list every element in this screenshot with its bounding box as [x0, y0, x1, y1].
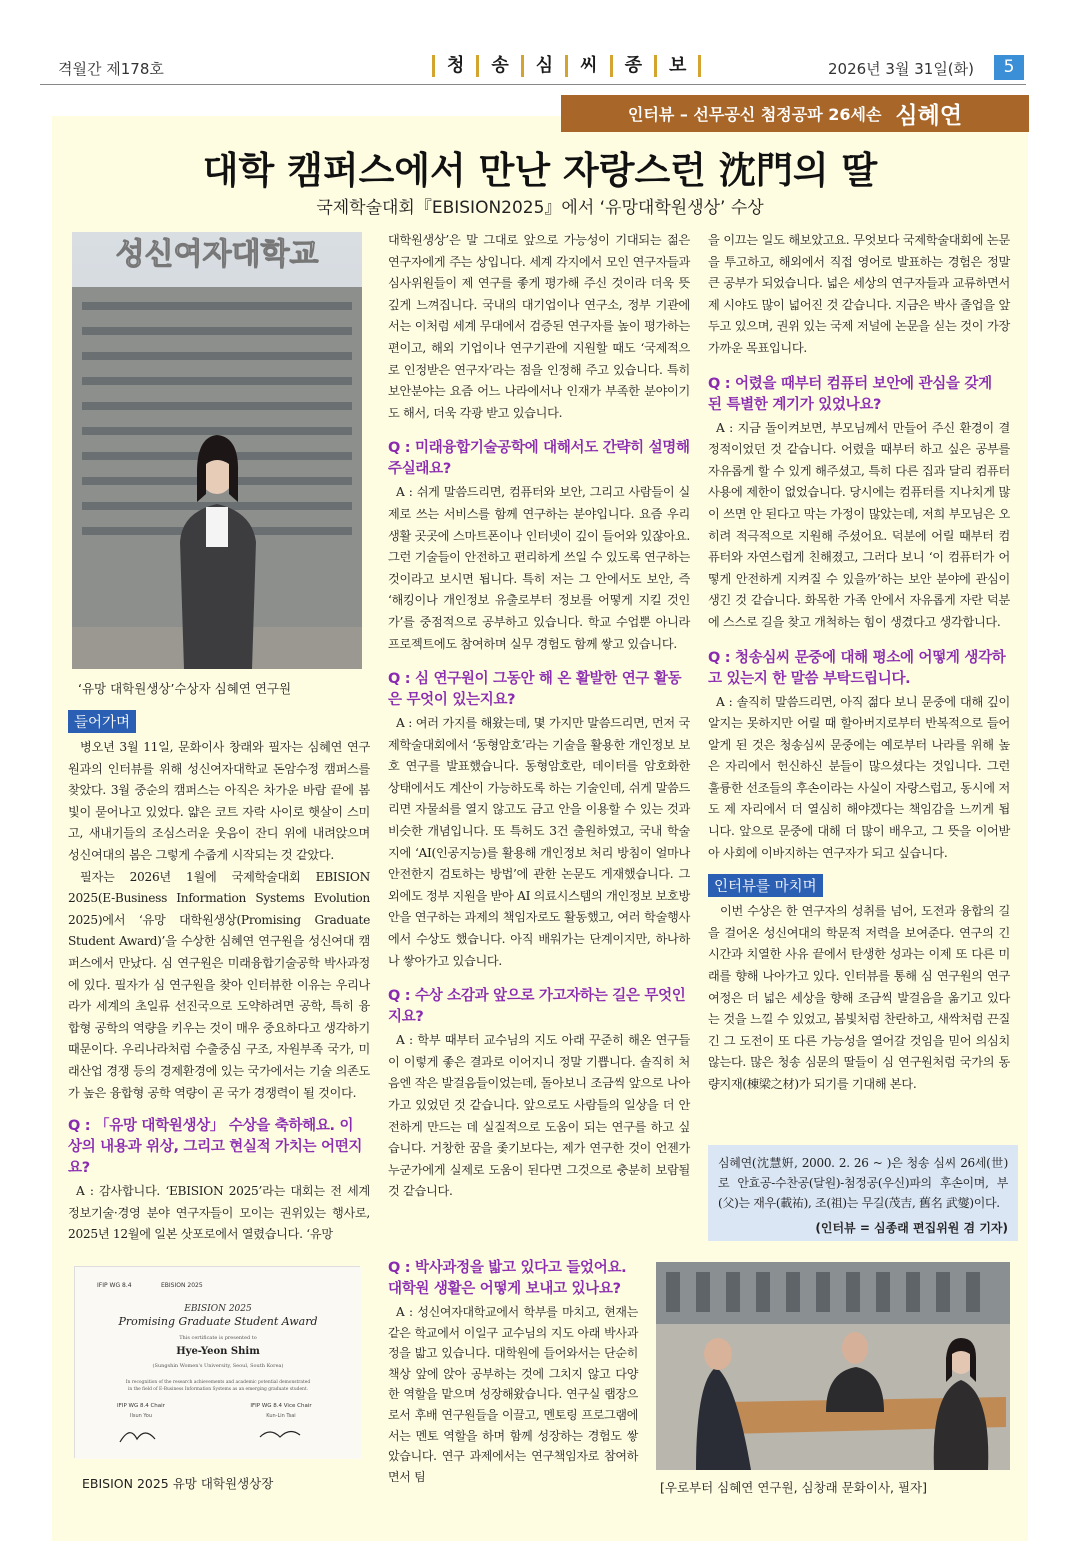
- issue-date: 2026년 3월 31일(화): [828, 60, 975, 78]
- group-caption: [우로부터 심혜연 연구원, 심창래 문화이사, 필자]: [660, 1480, 927, 1495]
- question-6: Q : 어렸을 때부터 컴퓨터 보안에 관심을 갖게 된 특별한 계기가 있었나요?: [708, 375, 992, 413]
- issue-number: 격월간 제178호: [58, 60, 164, 78]
- outro-paragraph: 이번 수상은 한 연구자의 성취를 넘어, 도전과 융합의 길을 걸어온 성신여대의 학문적 저력을 보여준다. 연구의 긴 시간과 치열한 사유 끝에서 탄생한 성과는 이제 또 다른 미래를 향해 나아가고 있다. 인터뷰를 통해 심 연구원의 연구 여정은 더 넓은 세상을 향해 조금씩 발걸음을 옮기고 있다는 것을 느낄 수 있었고, 봄빛처럼 찬란하고, 새싹처럼 끈질긴 그 도전이 또 다른 가능성을 열어갈 것임을 믿어 의심치 않는다. 많은 청송 심문의 딸들이 심 연구원처럼 국가의 동량지재(棟梁之材)가 되기를 기대해 본다.: [708, 904, 1010, 1091]
- answer-4: A : 학부 때부터 교수님의 지도 아래 꾸준히 해온 연구들이 이렇게 좋은 결과로 이어지니 정말 기쁩니다. 솔직히 처음엔 작은 발걸음들이었는데, 돌아보니 조금씩 앞으로 나아가고 있었던 것 같습니다. 앞으로도 사람들의 일상을 더 안전하게 만드는 데 실질적으로 도움이 되는 연구를 하고 싶습니다. 거창한 꿈을 좇기보다는, 제가 연구한 것이 언젠가 누군가에게 실제로 도움이 된다면 그것으로 충분히 보람될 것 같습니다.: [388, 1033, 690, 1199]
- portrait-caption: ‘유망 대학원생상’수상자 심혜연 연구원: [78, 681, 292, 696]
- banner-lead: 인터뷰 – 선무공신 첨정공파 26세손: [627, 105, 882, 124]
- interview-banner: [561, 95, 1029, 132]
- building-sign: 성신여자대학교: [115, 237, 319, 272]
- profile-bio: 심혜연(沈慧姸, 2000. 2. 26 ~ )은 청송 심씨 26세(世)로 안효공-수찬공(달원)-첨정공(우신)파의 후손이며, 부(父)는 재우(載祐), 조(祖)는 무길(茂吉, 舊名 武燮)이다.: [718, 1156, 1008, 1210]
- group-photo: [656, 1262, 1010, 1470]
- question-2: Q : 미래융합기술공학에 대해서도 간략히 설명해 주실래요?: [388, 440, 690, 478]
- header-divider: [40, 84, 1026, 85]
- intro-paragraph-1: 병오년 3월 11일, 문화이사 창래와 필자는 심혜연 연구원과의 인터뷰를 위해 성신여자대학교 돈암수정 캠퍼스를 찾았다. 3월 중순의 캠퍼스는 아직은 차가운 바람 끝에 봄빛이 묻어나고 있었다. 얇은 코트 자락 사이로 햇살이 스미고, 새내기들의 조심스러운 웃음이 잔디 위에 내려앉으며 성신여대의 봄은 그렇게 수줍게 시작되는 것 같았다.: [68, 740, 370, 862]
- answer-3: A : 여러 가지를 해왔는데, 몇 가지만 말씀드리면, 먼저 국제학술대회에서 ‘동형암호’라는 기술을 활용한 개인정보 보호 연구를 발표했습니다. 동형암호란, 데이터를 암호화한 상태에서도 계산이 가능하도록 하는 기술인데, 쉬게 말씀드리면 자물쇠를 열지 않고도 금고 안을 이용할 수 있는 것과 비슷한 개념입니다. 또 특허도 3건 출원하였고, 국내 학술지에 ‘AI(인공지능)를 활용해 개인정보 처리 방침이 얼마나 안전한지 검토하는 방법’에 관한 논문도 게재했습니다. 그 외에도 정부 지원을 받아 AI 의료시스템의 개인정보 보호방안을 연구하는 과제의 책임자로도 활동했고, 여러 학술행사에서 수상도 했습니다. 아직 배워가는 단계이지만, 하나하나 쌓아가고 있습니다.: [388, 716, 690, 968]
- cert-affiliation: (Sungshin Women's University, Seoul, South Korea): [152, 1363, 284, 1369]
- answer-5: A : 성신여자대학교에서 학부를 마치고, 현재는 같은 학교에서 이일구 교수님의 지도 아래 박사과정을 밟고 있습니다. 대학원에 들어와서는 단순히 책상 앞에 앉아 공부하는 것에 그치지 않고 다양한 역할을 맡으며 성장해왔습니다. 연구실 랩장으로서 후배 연구원들을 이끌고, 멘토링 프로그램에서는 멘토 역할을 하며 함께 성장하는 경험도 쌓았습니다. 연구 과제에서는 연구책임자로 참여하면서 팀: [388, 1305, 638, 1484]
- title-char: 보: [654, 55, 701, 77]
- title-char: 씨: [565, 55, 609, 77]
- cert-recipient: Hye-Yeon Shim: [176, 1346, 260, 1357]
- article-subtitle: 국제학술대회『EBISION2025』에서 ‘유망대학원생상’ 수상: [316, 198, 764, 218]
- intro-tag: 들어가며: [68, 710, 136, 733]
- answer-1-start: A : 감사합니다. ‘EBISION 2025’라는 대회는 전 세계 정보기술·경영 분야 연구자들이 모이는 권위있는 행사로, 2025년 12월에 일본 삿포로에서 열렸습니다. ‘유망: [68, 1184, 370, 1242]
- cert-logo-right: EBISION 2025: [161, 1282, 203, 1289]
- cert-vice-chair: IFIP WG 8.4 Vice Chair: [250, 1403, 312, 1409]
- answer-2: A : 쉬게 말씀드리면, 컴퓨터와 보안, 그리고 사람들이 실제로 쓰는 서비스를 함께 연구하는 분야입니다. 요즘 우리 생활 곳곳에 스마트폰이나 인터넷이 깊이 들어와 있잖아요. 그런 기술들이 안전하고 편리하게 쓰일 수 있도록 연구하는 것이라고 보시면 됩니다. 특히 저는 그 안에서도 보안, 즉 ‘해킹이나 개인정보 유출로부터 정보를 어떻게 지킬 것인가’를 중점적으로 공부하고 있습니다. 학교 수업뿐 아니라 프로젝트에도 참여하며 실무 경험도 함께 쌓고 있습니다.: [388, 485, 690, 651]
- question-5: Q : 박사과정을 밟고 있다고 들었어요. 대학원 생활은 어떻게 보내고 있나요?: [388, 1260, 627, 1297]
- cert-award: Promising Graduate Student Award: [118, 1315, 318, 1328]
- profile-infobox: [708, 1145, 1018, 1241]
- title-char: 종: [610, 55, 654, 77]
- article-title: 대학 캠퍼스에서 만난 자랑스런 沈門의 딸: [202, 148, 878, 192]
- question-7: Q : 청송심씨 문중에 대해 평소에 어떻게 생각하고 있는지 한 말씀 부탁드립니다.: [708, 649, 1006, 687]
- cert-event: EBISION 2025: [184, 1304, 252, 1314]
- column-3: [708, 230, 1010, 1096]
- intro-paragraph-2: 필자는 2026년 1월에 국제학술대회 EBISION 2025(E-Business Information Systems Evolution 2025)에서 ‘유망 대학원생상(Promising Graduate Student Award)’을 수상한 심혜연 연구원을 성신여대 캠퍼스에서 만났다. 심 연구원은 미래융합기술공학 박사과정에 있다. 필자가 심 연구원을 찾아 인터뷰한 이유는 우리나라가 세계의 초일류 선진국으로 도약하려면 공학, 특히 융합형 공학의 역량을 키우는 것이 매우 중요하다고 생각하기 때문이다. 우리나라처럼 수출중심 구조, 자원부족 국가, 미래산업 경쟁 등의 경제환경에 있는 국가에서는 기술 의존도가 높은 융합형 공학 역량이 곧 국가 경쟁력이 될 것이다.: [68, 869, 370, 1100]
- cert-chair-name: Ilsun You: [129, 1413, 153, 1419]
- interview-credit: (인터뷰 = 심종래 편집위원 겸 기자): [815, 1221, 1008, 1235]
- title-char: 청: [432, 55, 476, 77]
- intro-section: [68, 710, 370, 1246]
- title-char: 송: [476, 55, 520, 77]
- newspaper-title: [432, 55, 701, 77]
- certificate-photo: [74, 1266, 360, 1458]
- answer-6: A : 지금 돌이켜보면, 부모님께서 만들어 주신 환경이 결정적이었던 것 같습니다. 어렸을 때부터 하고 싶은 공부를 자유롭게 할 수 있게 해주셨고, 특히 다른 집과 달리 컴퓨터 사용에 제한이 없었습니다. 당시에는 컴퓨터를 지나치게 많이 쓰면 안 된다고 막는 가정이 많았는데, 저희 부모님은 오히려 적극적으로 지원해 주셨어요. 덕분에 어릴 때부터 컴퓨터와 자연스럽게 친해졌고, 그러다 보니 ‘이 컴퓨터가 어떻게 안전하게 지켜질 수 있을까’하는 보안 분야에 관심이 생긴 것 같습니다. 화목한 가족 안에서 자유롭게 자란 덕분에 스스로 길을 찾고 개척하는 힘이 생겼다고 생각합니다.: [708, 420, 1010, 629]
- cert-presented: This certificate is presented to: [179, 1335, 257, 1341]
- portrait-photo: [72, 232, 362, 669]
- page-number: 5: [994, 55, 1024, 80]
- cert-citation-2: in the field of E-Business Information Systems as an emerging graduate student.: [127, 1387, 309, 1392]
- answer-1-continued: 대학원생상’은 말 그대로 앞으로 가능성이 기대되는 젊은 연구자에게 주는 상입니다. 세계 각지에서 모인 연구자들과 심사위원들이 제 연구를 좋게 평가해 주신 것이라 더욱 뜻깊게 느껴집니다. 국내의 대기업이나 연구소, 정부 기관에서는 이처럼 세계 무대에서 검증된 연구자를 높이 평가하는 편이고, 해외 기업이나 연구기관에 지원할 때도 ‘국제적으로 인정받은 연구자’라는 점을 인정해 주고 있습니다. 특히 보안분야는 요즘 어느 나라에서나 인재가 부족한 분야이기도 해서, 더욱 각광 받고 있습니다.: [388, 233, 690, 420]
- question-1: Q : 「유망 대학원생상」 수상을 축하해요. 이 상의 내용과 위상, 그리고 현실적 가치는 어떤지요?: [68, 1118, 363, 1177]
- cert-logo-left: IFIP WG 8.4: [97, 1282, 132, 1289]
- title-char: 심: [521, 55, 565, 77]
- certificate-caption: EBISION 2025 유망 대학원생상장: [82, 1476, 274, 1491]
- answer-5-continued: 을 이끄는 일도 해보았고요. 무엇보다 국제학술대회에 논문을 투고하고, 해외에서 직접 영어로 발표하는 경험은 정말 큰 공부가 되었습니다. 넓은 세상의 연구자들과 교류하면서 제 시야도 많이 넓어진 것 같습니다. 지금은 박사 졸업을 앞두고 있으며, 권위 있는 국제 저널에 논문을 싣는 것이 가장 가까운 목표입니다.: [708, 233, 1010, 355]
- cert-citation-1: In recognition of the research achievements and academic potential demonstrated: [125, 1380, 311, 1385]
- column-2-bottom: [388, 1258, 638, 1487]
- cert-vice-chair-name: Kun-Lin Tsai: [266, 1413, 296, 1419]
- question-4: Q : 수상 소감과 앞으로 가고자하는 길은 무엇인지요?: [388, 988, 686, 1026]
- question-3: Q : 심 연구원이 그동안 해 온 활발한 연구 활동은 무엇이 있는지요?: [388, 671, 682, 709]
- cert-chair: IFIP WG 8.4 Chair: [117, 1403, 165, 1409]
- answer-7: A : 솔직히 말씀드리면, 아직 젊다 보니 문중에 대해 깊이 알지는 못하지만 어릴 때 할아버지로부터 반복적으로 들어 알게 된 것은 청송심씨 문중에는 예로부터 나라를 위해 높은 자리에서 헌신하신 분들이 많으셨다는 것입니다. 그런 훌륭한 선조들의 후손이라는 사실이 자랑스럽고, 동시에 저도 제 자리에서 더 열심히 해야겠다는 책임감을 느끼게 됩니다. 앞으로 문중에 대해 더 많이 배우고, 그 뜻을 이어받아 사회에 이바지하는 연구자가 되고 싶습니다.: [708, 694, 1010, 860]
- column-2: [388, 230, 690, 1203]
- outro-tag: 인터뷰를 마치며: [708, 874, 823, 897]
- banner-name: 심혜연: [895, 103, 963, 129]
